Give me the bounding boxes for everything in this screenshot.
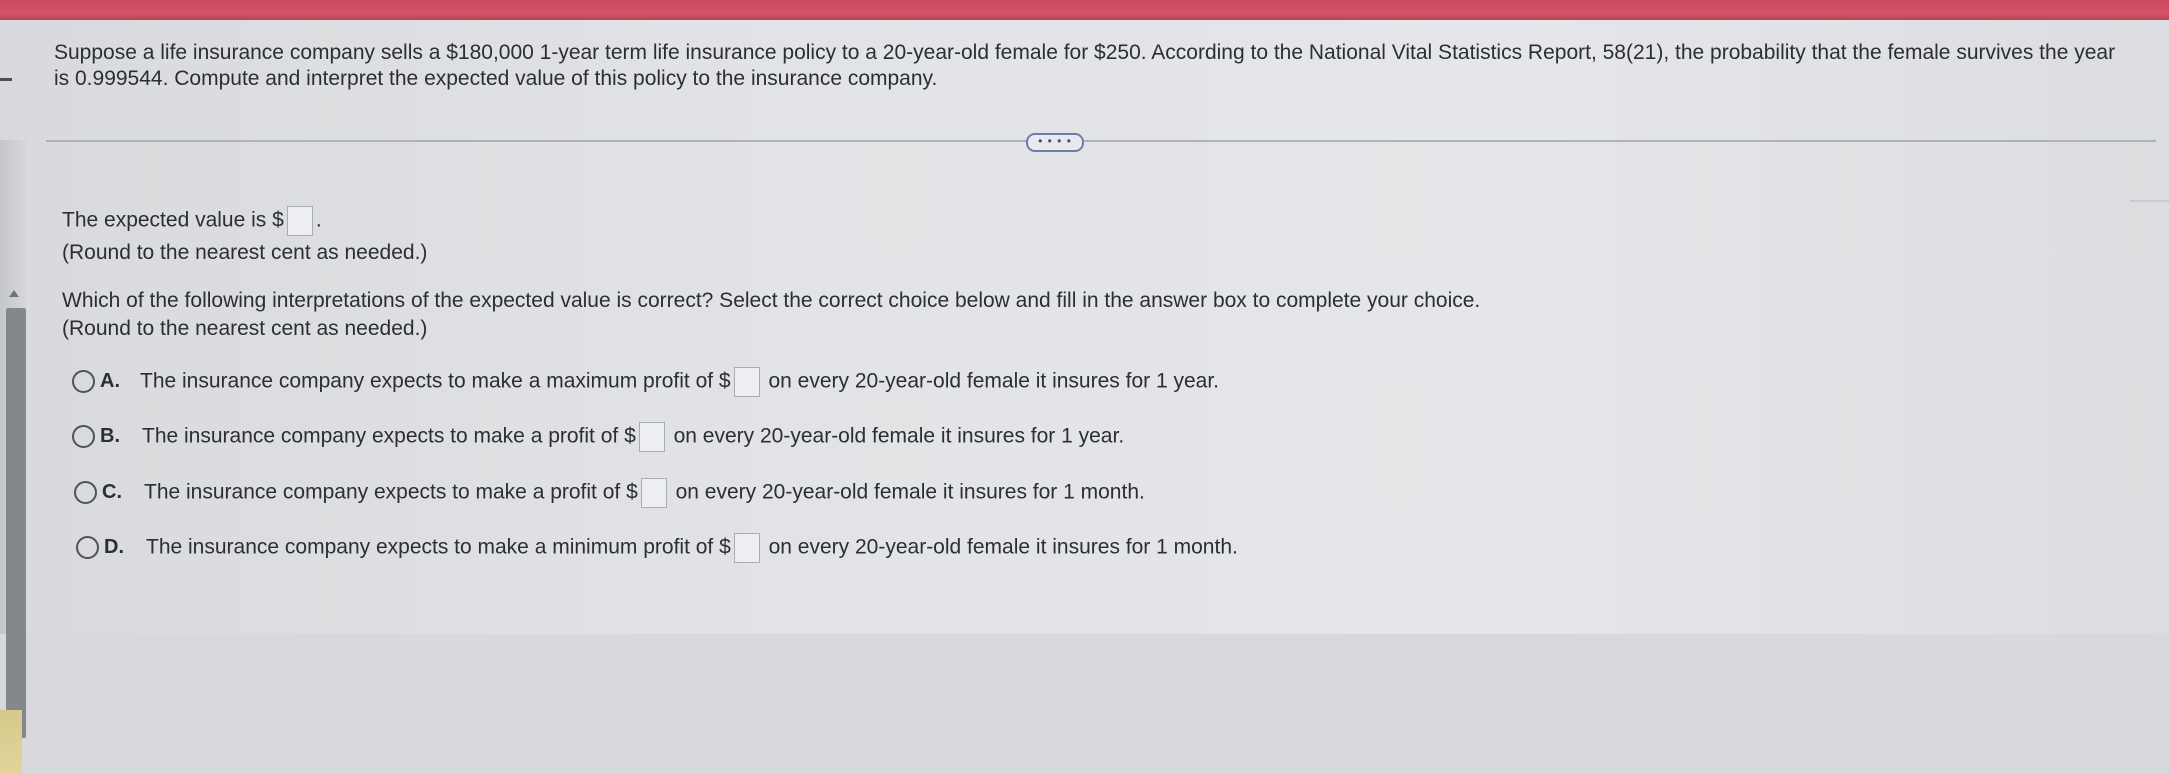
choice-d-input[interactable] — [734, 533, 760, 563]
choice-a-after: on every 20-year-old female it insures for 1 year. — [768, 369, 1219, 393]
choice-a-before: The insurance company expects to make a maximum profit of $ — [140, 369, 731, 393]
edge-line — [2130, 200, 2169, 202]
collapse-handle[interactable] — [0, 78, 12, 81]
choice-a-input[interactable] — [734, 367, 760, 397]
scroll-up-arrow-icon[interactable] — [9, 290, 19, 297]
choice-a-text[interactable] — [140, 367, 1219, 397]
scrollbar-footer — [0, 710, 22, 774]
rounding-note-1: (Round to the nearest cent as needed.) — [62, 241, 428, 264]
choice-b-input[interactable] — [639, 422, 665, 452]
question-text: Suppose a life insurance company sells a $180,000 1-year term life insurance policy to a 20-year-old female for $250. According to the National Vital Statistics Report, 58(21), the probability that the female survives the year is 0.999544. Compute and interpret the expected value of this policy to the insurance company. — [54, 41, 2116, 90]
choice-b-letter: B. — [100, 425, 120, 447]
rounding-note-2: (Round to the nearest cent as needed.) — [62, 317, 428, 340]
more-button[interactable]: • • • • — [1026, 133, 1084, 152]
expected-value-input[interactable] — [287, 206, 313, 236]
choice-d-text[interactable] — [146, 533, 1238, 563]
scrollbar-thumb[interactable] — [6, 308, 26, 738]
choice-b-after: on every 20-year-old female it insures for 1 year. — [673, 424, 1125, 448]
interpretation-prompt: Which of the following interpretations of the expected value is correct? Select the correct choice below and fill in the answer box to complete your choice. — [62, 289, 1481, 312]
choice-c-before: The insurance company expects to make a profit of $ — [144, 480, 638, 504]
expected-value-label: The expected value is $ — [62, 208, 284, 232]
choice-a-letter: A. — [100, 370, 120, 392]
choice-d-before: The insurance company expects to make a minimum profit of $ — [146, 535, 731, 559]
expected-value-line — [62, 206, 322, 236]
choice-c-input[interactable] — [641, 478, 667, 508]
choice-d-radio[interactable] — [76, 536, 99, 559]
top-banner — [0, 0, 2169, 20]
choice-b-text[interactable] — [142, 422, 1124, 452]
choice-b-radio[interactable] — [72, 425, 95, 448]
choice-c-radio[interactable] — [74, 481, 97, 504]
choice-d-letter: D. — [104, 536, 124, 558]
choice-c-letter: C. — [102, 481, 122, 503]
choice-d-after: on every 20-year-old female it insures for 1 month. — [768, 535, 1238, 559]
choice-b-before: The insurance company expects to make a profit of $ — [142, 424, 636, 448]
question-panel — [26, 20, 2169, 634]
expected-value-suffix: . — [315, 208, 322, 232]
scrollbar-track[interactable] — [0, 140, 26, 634]
choice-c-text[interactable] — [144, 478, 1145, 508]
choice-c-after: on every 20-year-old female it insures for 1 month. — [675, 480, 1145, 504]
section-divider — [46, 140, 2156, 142]
choice-a-radio[interactable] — [72, 370, 95, 393]
